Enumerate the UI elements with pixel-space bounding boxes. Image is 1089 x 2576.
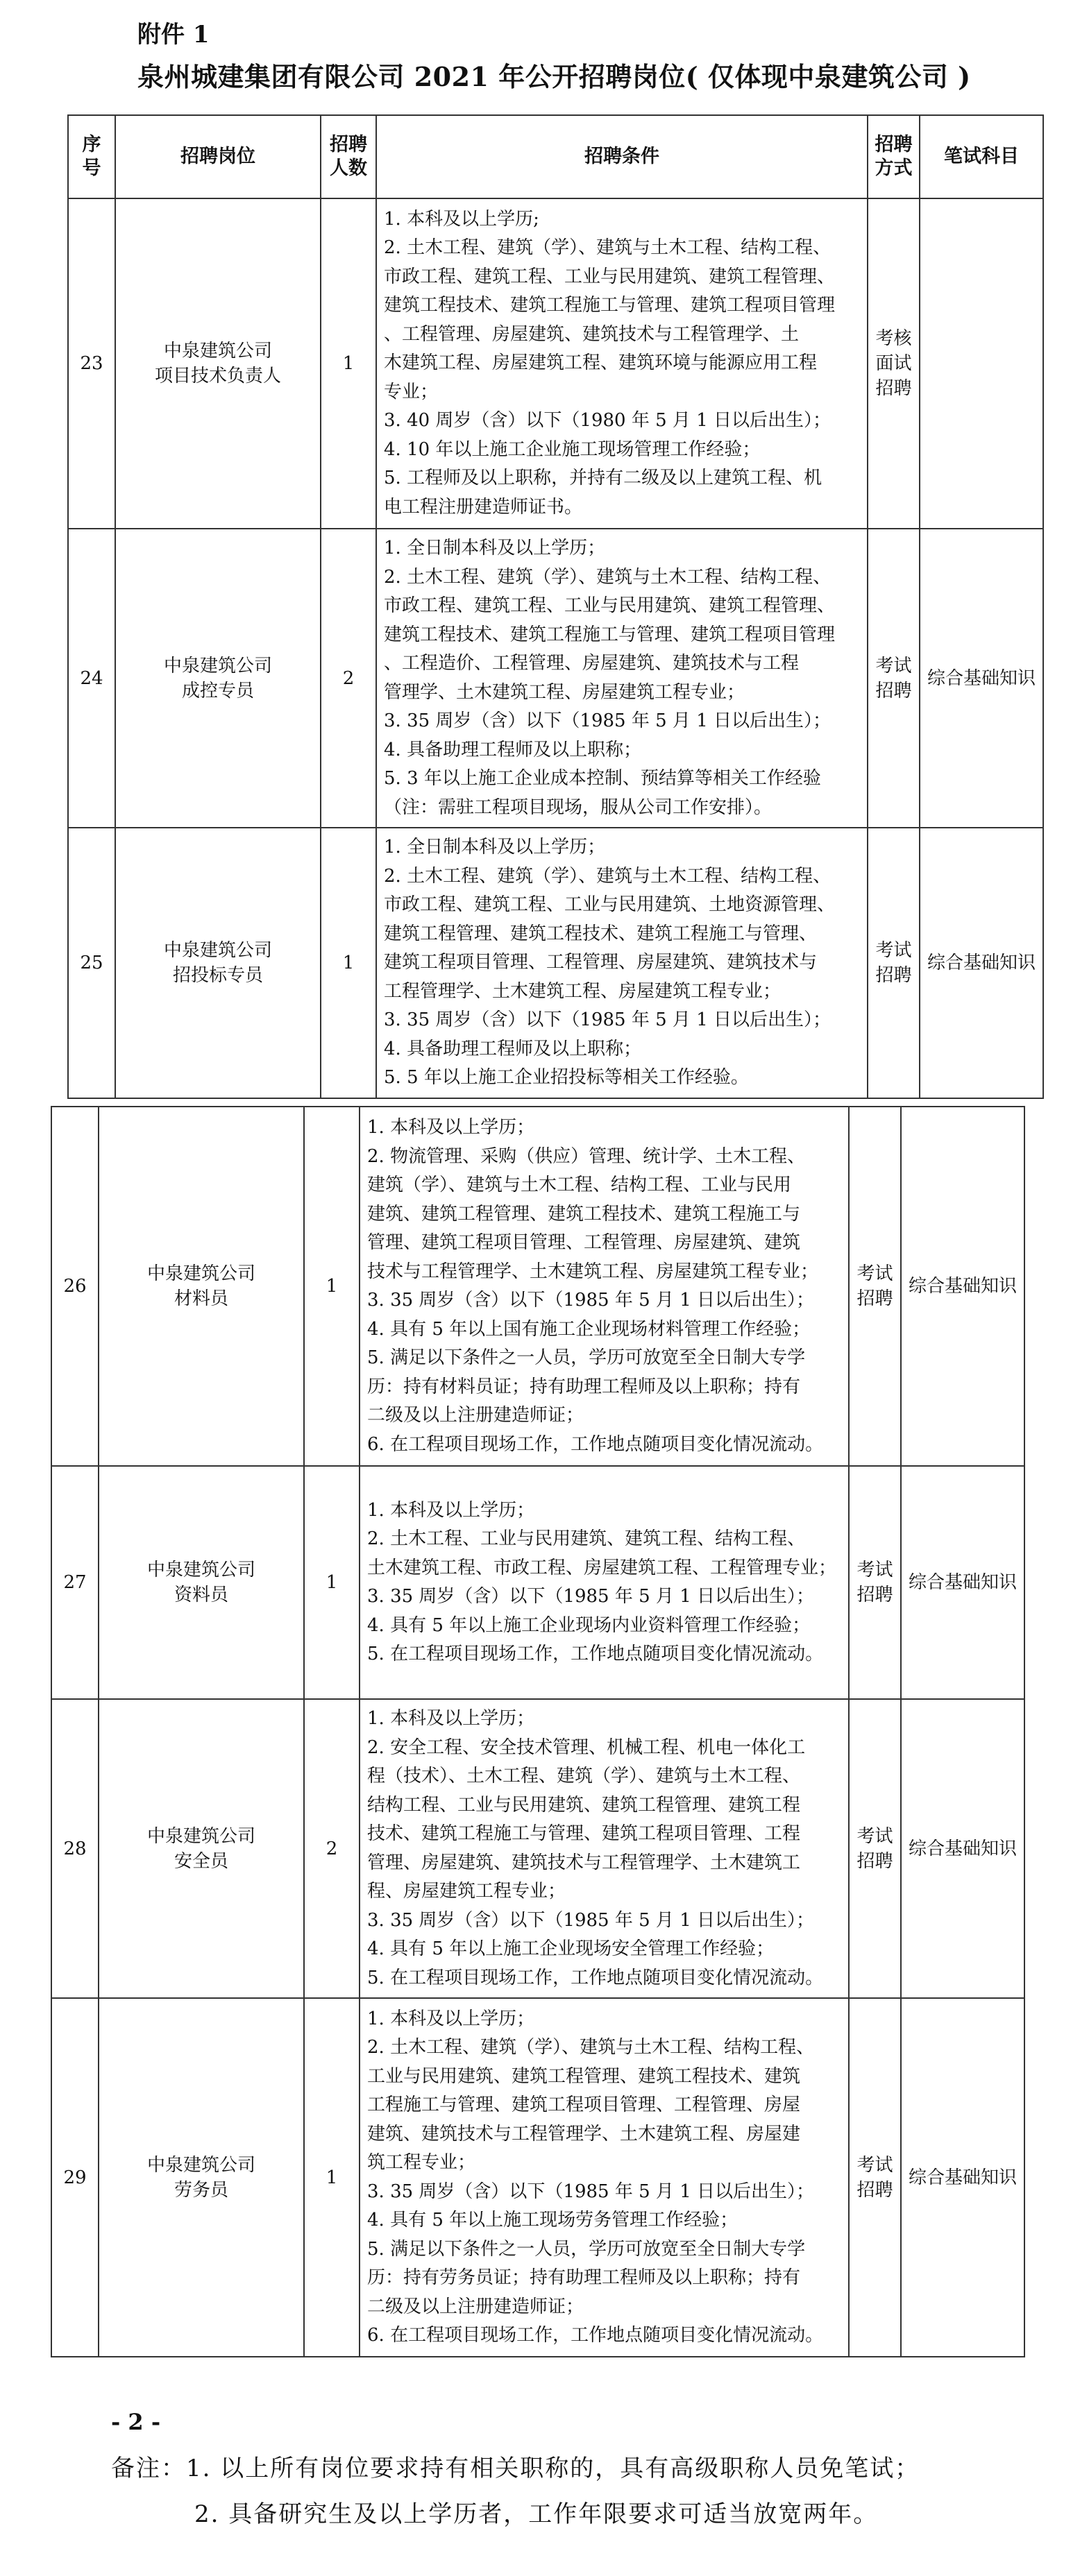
recruitment-table-part-2 bbox=[51, 1106, 1025, 2357]
row-method bbox=[868, 529, 920, 828]
cell-line: 3. 35 周岁（含）以下（1985 年 5 月 1 日以后出生）； bbox=[367, 1290, 814, 1311]
cell-line: 招聘 bbox=[856, 1288, 893, 1309]
cell-line: 2. 土木工程、建筑（学）、建筑与土木工程、结构工程、 bbox=[384, 865, 831, 887]
cell-line: 土木建筑工程、市政工程、房屋建筑工程、工程管理专业； bbox=[367, 1557, 837, 1578]
cell-line: 考试 bbox=[856, 1263, 893, 1284]
header-conditions: 招聘条件 bbox=[376, 115, 868, 198]
cell-line: 建筑工程项目管理、工程管理、房屋建筑、建筑技术与 bbox=[384, 952, 818, 973]
row-seq: 25 bbox=[68, 828, 115, 1098]
row-seq: 29 bbox=[51, 1998, 99, 2357]
table-header-row bbox=[68, 115, 1043, 198]
cell-line: 招聘 bbox=[875, 378, 912, 399]
cell-line: 专业； bbox=[384, 381, 439, 402]
cell-line: 5. 在工程项目现场工作，工作地点随项目变化情况流动。 bbox=[367, 1967, 824, 1988]
table-row bbox=[68, 828, 1043, 1098]
cell-line: 1. 本科及以上学历； bbox=[367, 1499, 535, 1521]
cell-line: 2. 土木工程、工业与民用建筑、建筑工程、结构工程、 bbox=[367, 1528, 806, 1549]
cell-line: 1. 本科及以上学历; bbox=[384, 208, 539, 230]
cell-line: 5. 3 年以上施工企业成本控制、预结算等相关工作经验 bbox=[384, 768, 821, 789]
cell-line: 程（技术）、土木工程、建筑（学）、建筑与土木工程、 bbox=[367, 1766, 801, 1786]
cell-line: 、工程造价、工程管理、房屋建筑、建筑技术与工程 bbox=[384, 653, 800, 674]
cell-line: 工程管理学、土木建筑工程、房屋建筑工程专业； bbox=[384, 980, 782, 1002]
cell-line: 面试 bbox=[875, 353, 912, 374]
row-count: 1 bbox=[304, 1107, 360, 1466]
cell-line: 中泉建筑公司 bbox=[163, 341, 272, 361]
cell-line: 工程施工与管理、建筑工程项目管理、工程管理、房屋 bbox=[367, 2095, 801, 2115]
row-conditions bbox=[360, 1998, 849, 2357]
cell-line: 2. 土木工程、建筑（学）、建筑与土木工程、结构工程、 bbox=[384, 237, 831, 259]
cell-line: 管理、房屋建筑、建筑技术与工程管理学、土木建筑工 bbox=[367, 1852, 801, 1873]
cell-line: 中泉建筑公司 bbox=[163, 940, 272, 961]
row-position bbox=[99, 1699, 304, 1998]
cell-line: 招投标专员 bbox=[172, 965, 263, 986]
header-seq: 序 号 bbox=[68, 115, 115, 198]
table-row bbox=[51, 1466, 1024, 1699]
cell-line: 4. 具有 5 年以上国有施工企业现场材料管理工作经验； bbox=[367, 1318, 811, 1340]
note-line-2: 2. 具备研究生及以上学历者，工作年限要求可适当放宽两年。 bbox=[194, 2500, 879, 2528]
cell-line: 考试 bbox=[875, 655, 912, 676]
row-position bbox=[115, 198, 321, 529]
cell-line: 管理、建筑工程项目管理、工程管理、房屋建筑、建筑 bbox=[367, 1232, 801, 1253]
document-title: 泉州城建集团有限公司 2021 年公开招聘岗位( 仅体现中泉建筑公司 ) bbox=[137, 61, 971, 92]
row-exam: 综合基础知识 bbox=[901, 1699, 1024, 1998]
cell-line: （注：需驻工程项目现场，服从公司工作安排）。 bbox=[384, 796, 773, 818]
row-position bbox=[115, 529, 321, 828]
cell-line: 4. 具有 5 年以上施工企业现场安全管理工作经验； bbox=[367, 1938, 775, 1959]
cell-line: 2. 安全工程、安全技术管理、机械工程、机电一体化工 bbox=[367, 1737, 806, 1758]
table-row bbox=[51, 1998, 1024, 2357]
table-row bbox=[68, 198, 1043, 529]
attachment-label: 附件 1 bbox=[137, 21, 210, 49]
cell-line: 3. 35 周岁（含）以下（1985 年 5 月 1 日以后出生）； bbox=[367, 1586, 814, 1607]
cell-line: 建筑、建筑工程管理、建筑工程技术、建筑工程施工与 bbox=[367, 1203, 801, 1225]
row-count: 1 bbox=[304, 1998, 360, 2357]
cell-line: 2. 土木工程、建筑（学）、建筑与土木工程、结构工程、 bbox=[367, 2037, 815, 2058]
cell-line: 招聘 bbox=[856, 1585, 893, 1605]
cell-line: 项目技术负责人 bbox=[154, 366, 281, 386]
row-conditions bbox=[376, 828, 868, 1098]
cell-line: 5. 满足以下条件之一人员，学历可放宽至全日制大专学 bbox=[367, 1347, 806, 1368]
cell-line: 4. 具备助理工程师及以上职称； bbox=[384, 1038, 642, 1059]
cell-line: 建筑工程技术、建筑工程施工与管理、建筑工程项目管理 bbox=[384, 295, 836, 316]
cell-line: 筑工程专业； bbox=[367, 2152, 476, 2173]
cell-line: 材料员 bbox=[174, 1288, 228, 1309]
cell-line: 2. 土木工程、建筑（学）、建筑与土木工程、结构工程、 bbox=[384, 566, 831, 588]
row-conditions bbox=[360, 1466, 849, 1699]
cell-line: 考试 bbox=[856, 1825, 893, 1847]
cell-line: 招聘 bbox=[856, 2179, 893, 2201]
page-number: - 2 - bbox=[111, 2409, 161, 2435]
cell-line: 3. 40 周岁（含）以下（1980 年 5 月 1 日以后出生）； bbox=[384, 410, 831, 432]
row-count: 1 bbox=[321, 198, 376, 529]
row-seq: 28 bbox=[51, 1699, 99, 1998]
cell-line: 历：持有劳务员证；持有助理工程师及以上职称；持有 bbox=[367, 2267, 801, 2288]
cell-line: 管理学、土木建筑工程、房屋建筑工程专业； bbox=[384, 681, 745, 703]
cell-line: 5. 满足以下条件之一人员，学历可放宽至全日制大专学 bbox=[367, 2238, 806, 2260]
row-exam: 综合基础知识 bbox=[901, 1466, 1024, 1699]
cell-line: 资料员 bbox=[174, 1585, 228, 1605]
row-position bbox=[99, 1998, 304, 2357]
row-method bbox=[849, 1466, 901, 1699]
cell-line: 中泉建筑公司 bbox=[146, 1263, 255, 1284]
row-method bbox=[849, 1998, 901, 2357]
row-method bbox=[868, 198, 920, 529]
row-position bbox=[99, 1466, 304, 1699]
cell-line: 6. 在工程项目现场工作，工作地点随项目变化情况流动。 bbox=[367, 2325, 824, 2346]
cell-line: 中泉建筑公司 bbox=[146, 1560, 255, 1580]
cell-line: 1. 本科及以上学历； bbox=[367, 2008, 535, 2029]
cell-line: 劳务员 bbox=[174, 2179, 228, 2201]
cell-line: 中泉建筑公司 bbox=[146, 1825, 255, 1847]
row-method bbox=[849, 1107, 901, 1466]
cell-line: 1. 全日制本科及以上学历； bbox=[384, 837, 606, 858]
cell-line: 建筑工程技术、建筑工程施工与管理、建筑工程项目管理 bbox=[384, 624, 836, 645]
cell-line: 二级及以上注册建造师证； bbox=[367, 2296, 584, 2317]
cell-line: 招聘 bbox=[875, 680, 912, 701]
row-method bbox=[868, 828, 920, 1098]
header-exam: 笔试科目 bbox=[920, 115, 1043, 198]
cell-line: 结构工程、工业与民用建筑、建筑工程管理、建筑工程 bbox=[367, 1794, 801, 1816]
row-position bbox=[115, 828, 321, 1098]
row-exam: 综合基础知识 bbox=[920, 529, 1043, 828]
row-count: 2 bbox=[304, 1699, 360, 1998]
cell-line: 招聘 bbox=[856, 1850, 893, 1872]
cell-line: 电工程注册建造师证书。 bbox=[384, 496, 583, 518]
cell-line: 程、房屋建筑工程专业； bbox=[367, 1881, 566, 1902]
row-conditions bbox=[360, 1107, 849, 1466]
cell-line: 中泉建筑公司 bbox=[163, 655, 272, 676]
cell-line: 考试 bbox=[875, 940, 912, 961]
cell-line: 中泉建筑公司 bbox=[146, 2154, 255, 2176]
header-position: 招聘岗位 bbox=[115, 115, 321, 198]
cell-line: 技术、建筑工程施工与管理、建筑工程项目管理、工程 bbox=[367, 1823, 801, 1844]
cell-line: 4. 10 年以上施工企业施工现场管理工作经验； bbox=[384, 438, 761, 460]
cell-line: 建筑（学）、建筑与土木工程、结构工程、工业与民用 bbox=[367, 1175, 792, 1195]
cell-line: 1. 全日制本科及以上学历； bbox=[384, 538, 606, 558]
cell-line: 5. 在工程项目现场工作，工作地点随项目变化情况流动。 bbox=[367, 1644, 824, 1664]
row-exam bbox=[920, 198, 1043, 529]
cell-line: 考试 bbox=[856, 1560, 893, 1580]
cell-line: 成控专员 bbox=[181, 680, 254, 701]
cell-line: 3. 35 周岁（含）以下（1985 年 5 月 1 日以后出生）； bbox=[367, 1909, 814, 1931]
row-seq: 23 bbox=[68, 198, 115, 529]
cell-line: 市政工程、建筑工程、工业与民用建筑、建筑工程管理、 bbox=[384, 595, 836, 616]
cell-line: 二级及以上注册建造师证； bbox=[367, 1405, 584, 1426]
cell-line: 1. 本科及以上学历； bbox=[367, 1708, 535, 1729]
cell-line: 6. 在工程项目现场工作，工作地点随项目变化情况流动。 bbox=[367, 1433, 824, 1455]
row-seq: 27 bbox=[51, 1466, 99, 1699]
row-seq: 24 bbox=[68, 529, 115, 828]
row-count: 2 bbox=[321, 529, 376, 828]
row-conditions bbox=[376, 198, 868, 529]
row-conditions bbox=[360, 1699, 849, 1998]
cell-line: 工业与民用建筑、建筑工程管理、建筑工程技术、建筑 bbox=[367, 2065, 801, 2087]
cell-line: 2. 物流管理、采购（供应）管理、统计学、土木工程、 bbox=[367, 1145, 806, 1167]
cell-line: 建筑、建筑技术与工程管理学、土木建筑工程、房屋建 bbox=[367, 2123, 801, 2144]
cell-line: 技术与工程管理学、土木建筑工程、房屋建筑工程专业； bbox=[367, 1261, 819, 1282]
cell-line: 4. 具有 5 年以上施工企业现场内业资料管理工作经验； bbox=[367, 1614, 811, 1636]
cell-line: 、工程管理、房屋建筑、建筑技术与工程管理学、土 bbox=[384, 323, 800, 345]
cell-line: 3. 35 周岁（含）以下（1985 年 5 月 1 日以后出生）； bbox=[367, 2181, 814, 2202]
table-row bbox=[68, 529, 1043, 828]
header-method: 招聘 方式 bbox=[868, 115, 920, 198]
note-line-1: 备注：1. 以上所有岗位要求持有相关职称的，具有高级职称人员免笔试； bbox=[111, 2455, 920, 2482]
cell-line: 考核 bbox=[875, 328, 912, 349]
header-count: 招聘 人数 bbox=[321, 115, 376, 198]
table-row bbox=[51, 1699, 1024, 1998]
row-seq: 26 bbox=[51, 1107, 99, 1466]
row-method bbox=[849, 1699, 901, 1998]
row-position bbox=[99, 1107, 304, 1466]
cell-line: 市政工程、建筑工程、工业与民用建筑、建筑工程管理、 bbox=[384, 266, 836, 287]
cell-line: 建筑工程管理、建筑工程技术、建筑工程施工与管理、 bbox=[384, 923, 818, 944]
cell-line: 市政工程、建筑工程、工业与民用建筑、土地资源管理、 bbox=[384, 894, 836, 916]
row-exam: 综合基础知识 bbox=[901, 1107, 1024, 1466]
cell-line: 安全员 bbox=[174, 1850, 228, 1872]
cell-line: 5. 工程师及以上职称，并持有二级及以上建筑工程、机 bbox=[384, 468, 822, 489]
cell-line: 历：持有材料员证；持有助理工程师及以上职称；持有 bbox=[367, 1376, 801, 1397]
cell-line: 5. 5 年以上施工企业招投标等相关工作经验。 bbox=[384, 1067, 749, 1089]
cell-line: 4. 具有 5 年以上施工现场劳务管理工作经验； bbox=[367, 2210, 738, 2230]
cell-line: 3. 35 周岁（含）以下（1985 年 5 月 1 日以后出生）； bbox=[384, 710, 831, 731]
cell-line: 木建筑工程、房屋建筑工程、建筑环境与能源应用工程 bbox=[384, 352, 818, 374]
cell-line: 招聘 bbox=[875, 965, 912, 986]
cell-line: 3. 35 周岁（含）以下（1985 年 5 月 1 日以后出生）； bbox=[384, 1009, 831, 1031]
cell-line: 考试 bbox=[856, 2154, 893, 2176]
row-count: 1 bbox=[321, 828, 376, 1098]
recruitment-table-part-1 bbox=[67, 114, 1044, 1099]
cell-line: 4. 具备助理工程师及以上职称； bbox=[384, 739, 642, 760]
table-row bbox=[51, 1107, 1024, 1466]
row-conditions bbox=[376, 529, 868, 828]
cell-line: 1. 本科及以上学历； bbox=[367, 1117, 535, 1138]
row-exam: 综合基础知识 bbox=[920, 828, 1043, 1098]
row-count: 1 bbox=[304, 1466, 360, 1699]
row-exam: 综合基础知识 bbox=[901, 1998, 1024, 2357]
